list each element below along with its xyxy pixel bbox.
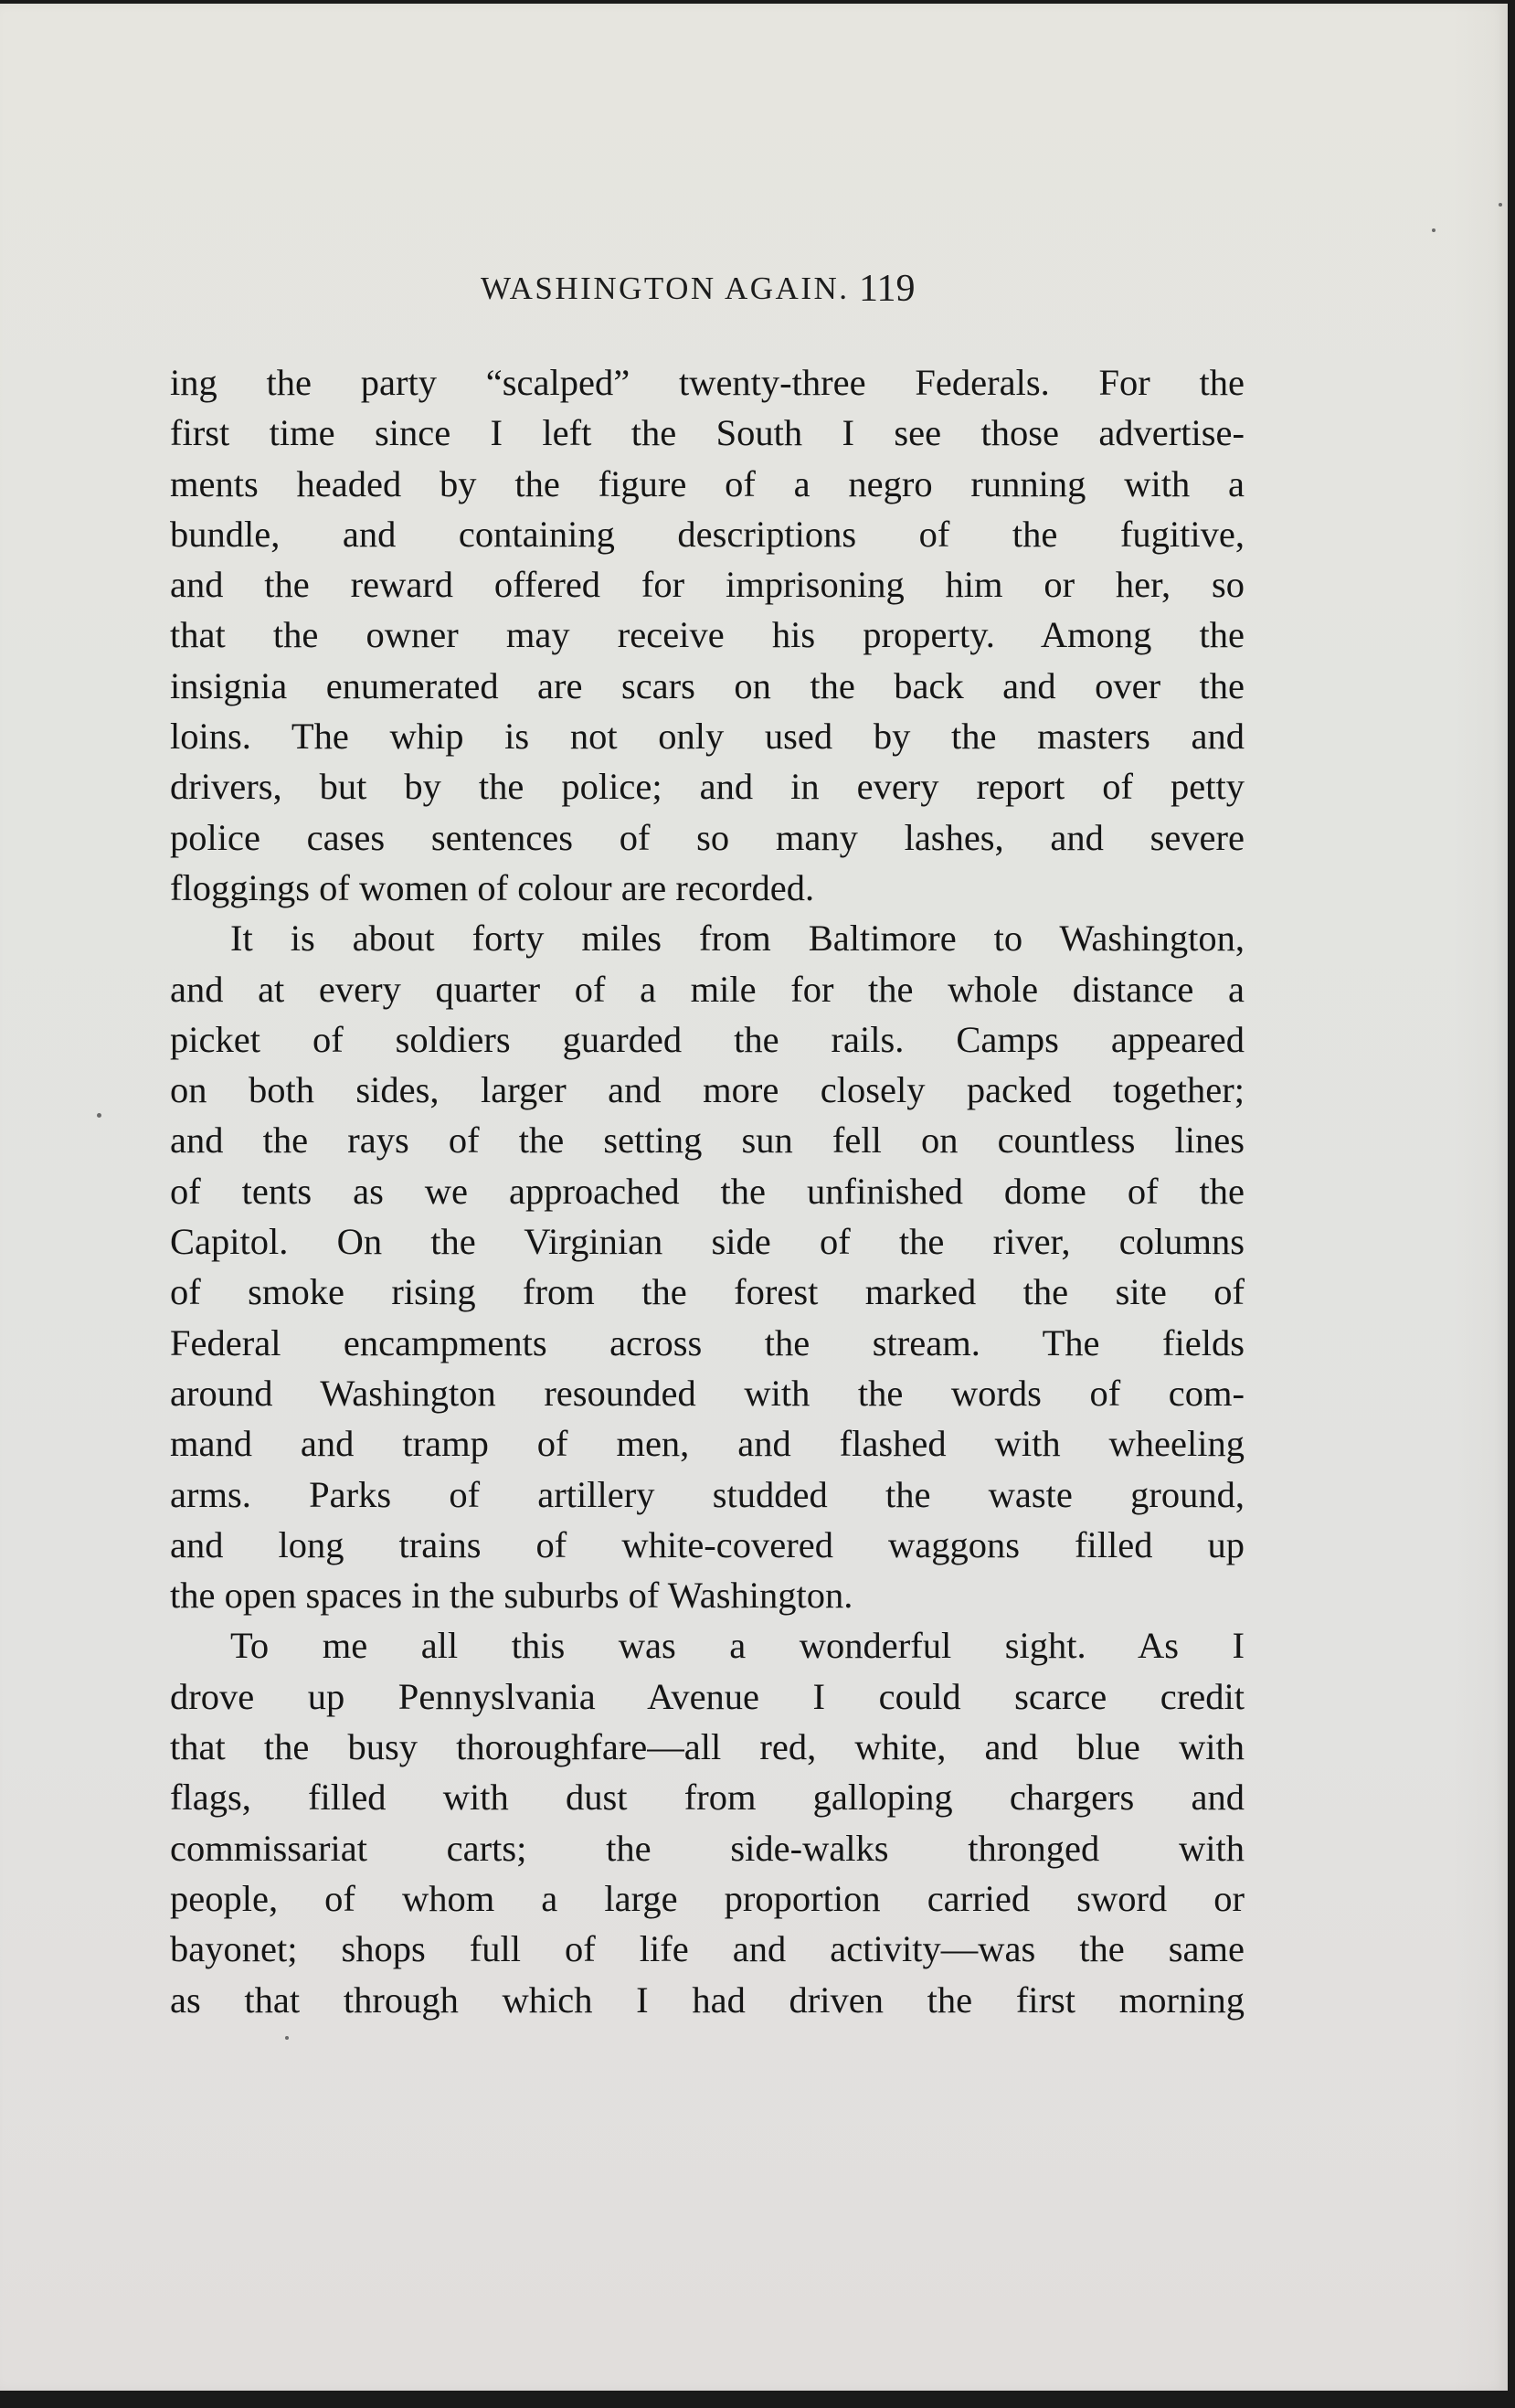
scan-speck — [285, 2036, 289, 2040]
text-line: arms. Parks of artillery studded the waste ground, — [170, 1473, 1245, 1515]
scan-speck — [97, 1113, 101, 1118]
text-line: people, of whom a large proportion carried sword or — [170, 1877, 1245, 1919]
text-line: loins. The whip is not only used by the masters and — [170, 716, 1245, 758]
text-line: Capitol. On the Virginian side of the river, columns — [170, 1221, 1245, 1263]
text-line: as that through which I had driven the first morning — [170, 1978, 1245, 2021]
text-line: It is about forty miles from Baltimore to Washington, — [230, 918, 1245, 960]
text-line: and the reward offered for imprisoning him or her, so — [170, 564, 1245, 606]
paragraph — [170, 913, 1245, 1620]
text-line: around Washington resounded with the words of com- — [170, 1372, 1245, 1414]
scan-speck — [1499, 203, 1502, 207]
text-line: Federal encampments across the stream. The fields — [170, 1321, 1245, 1363]
text-line: bayonet; shops full of life and activity—was the same — [170, 1928, 1245, 1970]
page-number: 119 — [859, 268, 916, 310]
text-line: flags, filled with dust from galloping chargers and — [170, 1777, 1245, 1819]
text-line: police cases sentences of so many lashes, and severe — [170, 816, 1245, 858]
text-line: mand and tramp of men, and flashed with wheeling — [170, 1423, 1245, 1465]
scan-speck — [1432, 228, 1436, 232]
text-line: ing the party “scalped” twenty-three Federals. For the — [170, 362, 1245, 403]
text-line: of smoke rising from the forest marked the site of — [170, 1271, 1245, 1313]
text-line: floggings of women of colour are recorded. — [170, 866, 815, 908]
text-line: picket of soldiers guarded the rails. Camps appeared — [170, 1018, 1245, 1060]
text-line: and long trains of white-covered waggons filled up — [170, 1523, 1245, 1565]
body-text — [170, 357, 1245, 2025]
text-line: ments headed by the figure of a negro running with a — [170, 462, 1245, 504]
text-line: and the rays of the setting sun fell on countless lines — [170, 1119, 1245, 1162]
running-head — [0, 268, 1515, 316]
text-line: that the busy thoroughfare—all red, white, and blue with — [170, 1726, 1245, 1768]
text-line: that the owner may receive his property. Among the — [170, 614, 1245, 656]
paragraph — [170, 357, 1245, 913]
text-line: bundle, and containing descriptions of the fugitive, — [170, 513, 1245, 555]
text-line: drivers, but by the police; and in every report of petty — [170, 766, 1245, 808]
text-line: and at every quarter of a mile for the whole distance a — [170, 968, 1245, 1010]
book-page — [0, 4, 1508, 2391]
text-line: commissariat carts; the side-walks thronged with — [170, 1827, 1245, 1869]
text-line: To me all this was a wonderful sight. As I — [230, 1625, 1245, 1667]
text-line: first time since I left the South I see those advertise- — [170, 412, 1245, 454]
paragraph — [170, 1620, 1245, 2024]
running-title: WASHINGTON AGAIN. — [481, 271, 850, 306]
text-line: on both sides, larger and more closely packed together; — [170, 1069, 1245, 1111]
text-line: of tents as we approached the unfinished dome of the — [170, 1170, 1245, 1212]
text-line: the open spaces in the suburbs of Washington. — [170, 1575, 853, 1617]
text-line: drove up Pennyslvania Avenue I could scarce credit — [170, 1675, 1245, 1717]
text-line: insignia enumerated are scars on the back and over the — [170, 664, 1245, 706]
